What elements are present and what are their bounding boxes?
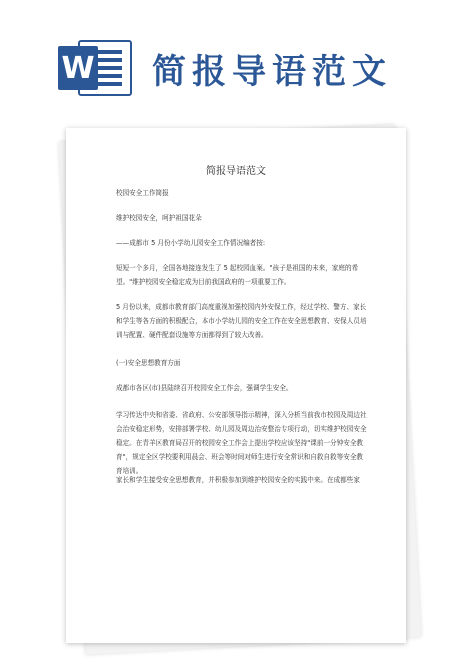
document-title: 简报导语范文	[206, 166, 266, 177]
paragraph: 短短一个多月，全国各地接连发生了 5 起校园血案。"孩子是祖国的未来，家庭的希望。"维护校园安全稳定成为目前我国政府的一项重要工作。	[116, 264, 359, 286]
paragraph: 家长和学生接受安全思想教育，并积极参加到维护校园安全的实践中来。在成都些家	[116, 476, 360, 484]
paragraph: 维护校园安全，呵护祖国花朵	[116, 214, 202, 222]
banner-title: 简报导语范文	[152, 52, 392, 92]
paragraph: 校园安全工作简报	[116, 189, 169, 197]
document-page	[66, 128, 406, 643]
banner	[0, 0, 474, 120]
paragraph: 成都市各区(市)县陆续召开校园安全工作会，强调学生安全。	[116, 384, 293, 392]
paragraph: 5 月份以来，成都市教育部门高度重视加强校园内外安保工作，经过学校、警方、家长和学生等各方面的积极配合，本市小学幼儿园的安全工作在安全思想教育、安保人员培训与配置、硬件配套设施等方面都得到了较大改善。	[116, 303, 367, 339]
word-letter-badge: W	[58, 46, 98, 90]
word-icon	[58, 38, 134, 98]
paragraph: 学习传达中央和省委、省政府、公安部领导指示精神，深入分析当前我市校园及周边社会治安稳定形势，安排部署学校、幼儿园及周边治安整治专项行动，切实维护校园安全稳定。在青羊区教育局召开的校园安全工作会上提出学校应该坚持"课前一分钟安全教育"，规定全区学校要利用晨会、班会等时间对师生进行安全常识和自救自救等安全教育培训。	[116, 411, 367, 475]
section-heading: (一)安全思想教育方面	[116, 359, 181, 367]
paragraph: ——成都市 5 月份小学幼儿园安全工作情况编者按:	[116, 239, 266, 247]
